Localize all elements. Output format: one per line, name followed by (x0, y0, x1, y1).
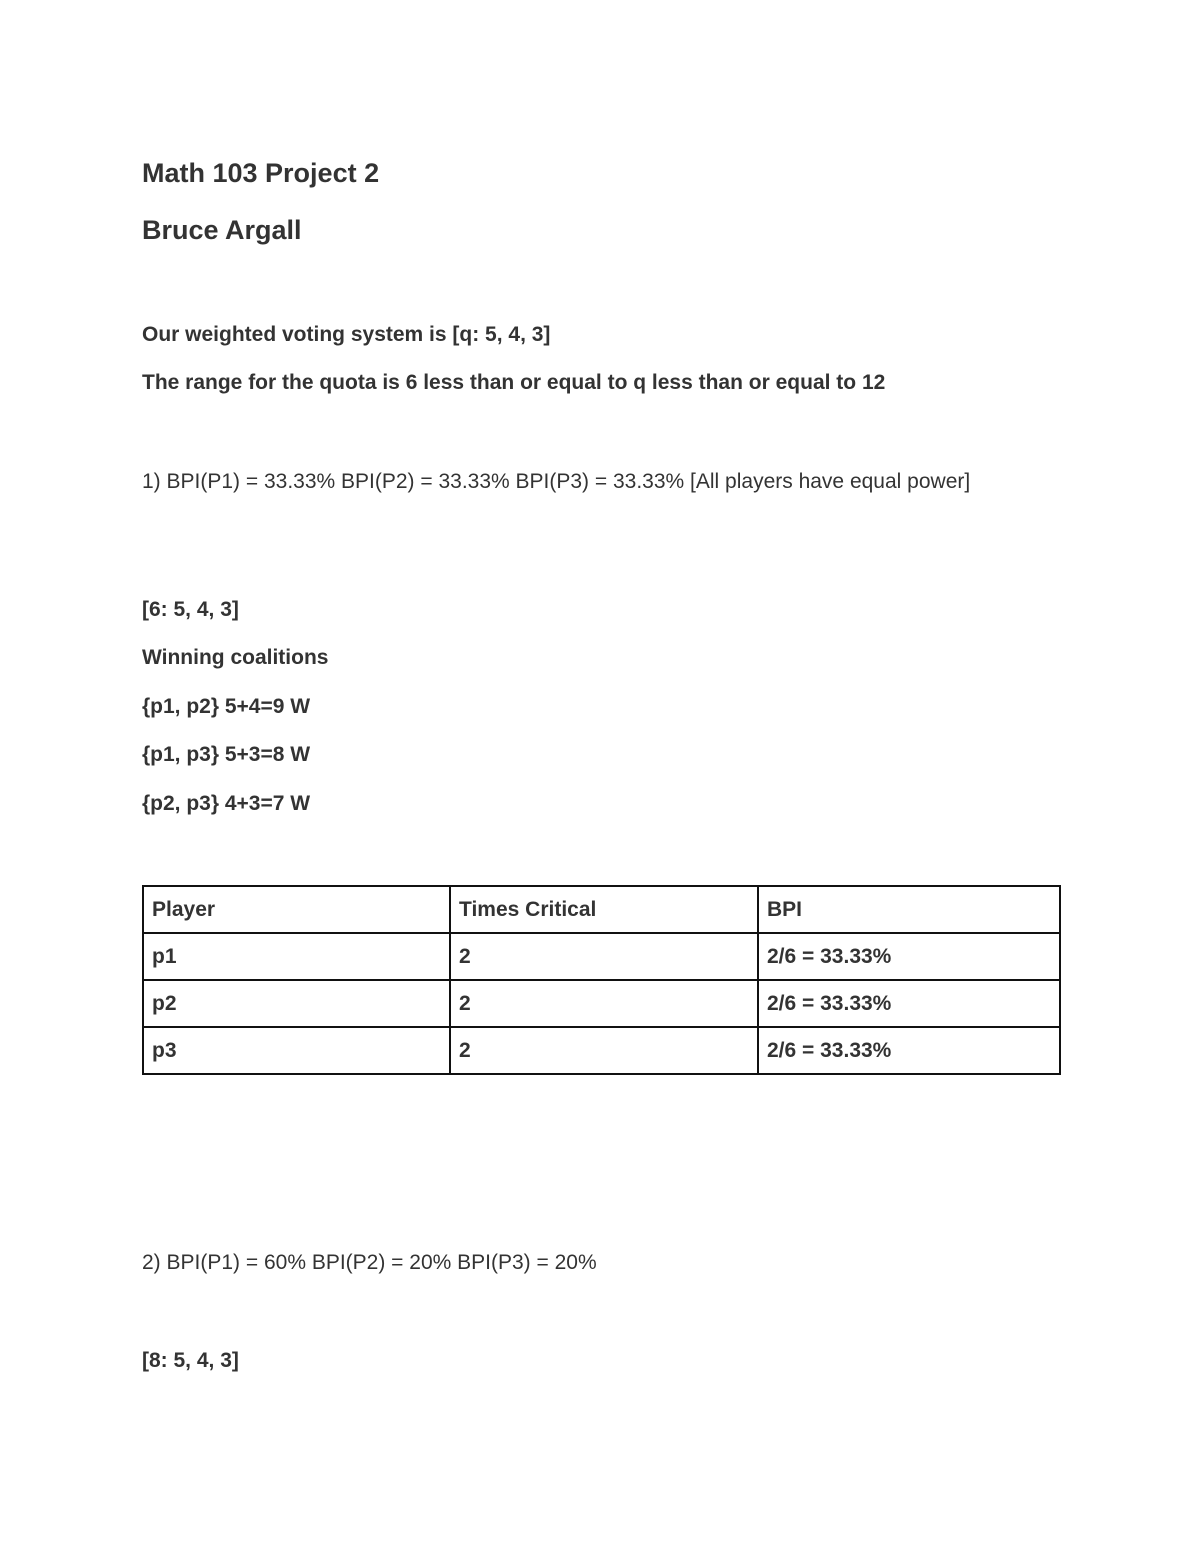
part2-system: [8: 5, 4, 3] (142, 1349, 239, 1372)
part1-system: [6: 5, 4, 3] (142, 598, 239, 621)
coalition-item: {p2, p3} 4+3=7 W (142, 792, 311, 815)
part2-answer: 2) BPI(P1) = 60% BPI(P2) = 20% BPI(P3) = 20% (142, 1251, 597, 1274)
coalition-item: {p1, p2} 5+4=9 W (142, 695, 311, 718)
table-header-cell: Player (143, 886, 450, 933)
table-cell: 2 (450, 980, 758, 1027)
table-row (143, 933, 1060, 980)
part1-answer: 1) BPI(P1) = 33.33% BPI(P2) = 33.33% BPI(P3) = 33.33% [All players have equal power] (142, 470, 971, 493)
table-cell: 2/6 = 33.33% (758, 1027, 1060, 1074)
table-header-row (143, 886, 1060, 933)
bpi-table (142, 885, 1061, 1075)
document-title: Math 103 Project 2 (142, 158, 380, 188)
table-row (143, 1027, 1060, 1074)
table-cell: 2/6 = 33.33% (758, 933, 1060, 980)
table-row (143, 980, 1060, 1027)
coalition-item: {p1, p3} 5+3=8 W (142, 743, 311, 766)
voting-system-statement: Our weighted voting system is [q: 5, 4, 3] (142, 323, 551, 346)
table-cell: 2 (450, 933, 758, 980)
table-cell: p1 (143, 933, 450, 980)
table-cell: 2/6 = 33.33% (758, 980, 1060, 1027)
table-header-cell: BPI (758, 886, 1060, 933)
table-cell: 2 (450, 1027, 758, 1074)
table-header-cell: Times Critical (450, 886, 758, 933)
winning-coalitions-heading: Winning coalitions (142, 646, 329, 669)
table-cell: p2 (143, 980, 450, 1027)
table-cell: p3 (143, 1027, 450, 1074)
author-name: Bruce Argall (142, 215, 302, 245)
quota-range-statement: The range for the quota is 6 less than or equal to q less than or equal to 12 (142, 371, 886, 394)
